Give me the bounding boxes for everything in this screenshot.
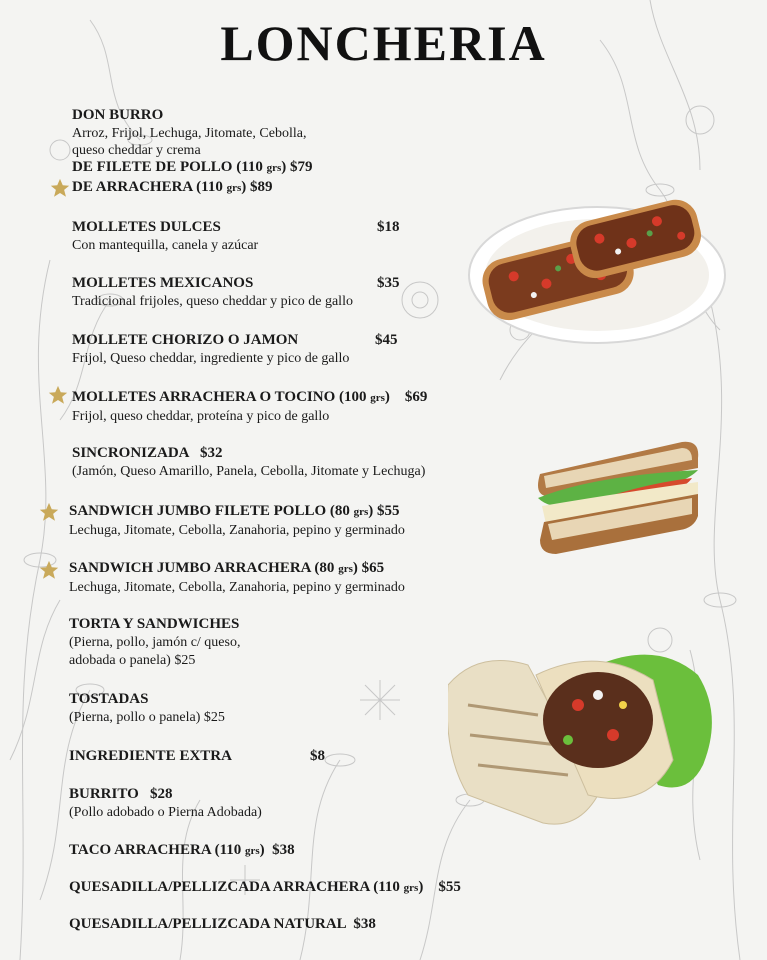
item-name: MOLLETES MEXICANOS (72, 275, 254, 291)
item-description: queso cheddar y crema (72, 143, 201, 158)
star-icon (49, 177, 71, 199)
item-description: (Pierna, pollo o panela) $25 (69, 710, 225, 725)
star-icon (38, 501, 60, 523)
name-text: TACO ARRACHERA (110 (69, 842, 242, 858)
item-description: adobada o panela) $25 (69, 653, 196, 668)
item-option (72, 178, 313, 198)
name-text: SANDWICH JUMBO FILETE POLLO (80 (69, 503, 350, 519)
item-name: MOLLETE CHORIZO O JAMON (72, 332, 299, 348)
item-name: SINCRONIZADA $32 (72, 445, 223, 461)
item-name: DON BURRO (72, 107, 164, 123)
menu-item-molletes-arrachera (72, 388, 427, 426)
name-text: SANDWICH JUMBO ARRACHERA (80 (69, 560, 335, 576)
item-description: Lechuga, Jitomate, Cebolla, Zanahoria, pepino y germinado (69, 523, 405, 538)
price-text: ) $69 (384, 389, 428, 405)
menu-item-molletes-mexicanos (72, 274, 402, 311)
star-icon (38, 559, 60, 581)
item-name (69, 878, 461, 898)
item-name: TOSTADAS (69, 691, 149, 707)
menu-item-taco-arrachera (69, 841, 295, 861)
item-name: BURRITO $28 (69, 786, 173, 802)
menu-item-ingrediente-extra (69, 747, 339, 766)
item-description: (Pierna, pollo, jamón c/ queso, (69, 635, 241, 650)
menu-item-quesadilla-arrachera (69, 878, 461, 898)
item-name: MOLLETES DULCES (72, 219, 221, 235)
item-price: $8 (310, 748, 325, 764)
item-description: (Jamón, Queso Amarillo, Panela, Cebolla, Jitomate y Lechuga) (72, 464, 426, 479)
option-name: DE FILETE DE POLLO (110 (72, 159, 263, 175)
star-icon (47, 384, 69, 406)
item-description: Tradicional frijoles, queso cheddar y pico de gallo (72, 294, 353, 309)
item-name: TORTA Y SANDWICHES (69, 616, 240, 632)
item-price: $18 (377, 219, 400, 235)
item-description: Lechuga, Jitomate, Cebolla, Zanahoria, pepino y germinado (69, 580, 405, 595)
option-unit: grs (226, 182, 242, 194)
name-text: QUESADILLA/PELLIZCADA ARRACHERA (110 (69, 879, 400, 895)
option-name: DE ARRACHERA (110 (72, 179, 223, 195)
item-name: QUESADILLA/PELLIZCADA NATURAL $38 (69, 916, 376, 932)
menu-item-sincronizada (72, 444, 425, 481)
page-title: LONCHERIA (220, 15, 547, 71)
menu-item-quesadilla-natural (69, 915, 376, 934)
price-text: ) $65 (352, 560, 385, 576)
unit-text: grs (338, 563, 353, 575)
item-description: Con mantequilla, canela y azúcar (72, 238, 259, 253)
item-name (69, 559, 405, 579)
menu-item-don-burro (72, 106, 313, 198)
unit-text: grs (403, 882, 419, 894)
item-description: Frijol, queso cheddar, proteína y pico de gallo (72, 409, 330, 424)
menu-item-molletes-dulces (72, 218, 402, 255)
item-price: $45 (375, 332, 398, 348)
price-text: ) $55 (368, 503, 400, 519)
menu-item-mollete-chorizo (72, 331, 402, 368)
item-description: Arroz, Frijol, Lechuga, Jitomate, Cebolla, (72, 126, 307, 141)
name-text: MOLLETES ARRACHERA O TOCINO (100 (72, 389, 367, 405)
menu-item-sandwich-arrachera (69, 559, 405, 597)
option-unit: grs (266, 162, 282, 174)
unit-text: grs (370, 392, 385, 404)
item-description: (Pollo adobado o Pierna Adobada) (69, 805, 262, 820)
unit-text: grs (353, 506, 369, 518)
item-description: Frijol, Queso cheddar, ingrediente y pico de gallo (72, 351, 350, 366)
menu-item-torta (69, 615, 240, 670)
unit-text: grs (245, 845, 260, 857)
price-text: ) $38 (259, 842, 295, 858)
item-name (69, 502, 405, 522)
sandwich-photo (532, 436, 704, 558)
item-name (72, 388, 427, 408)
item-name: INGREDIENTE EXTRA (69, 748, 232, 764)
price-text: ) $55 (418, 879, 461, 895)
burrito-photo (448, 645, 720, 830)
menu-item-tostadas (69, 690, 225, 727)
item-option (72, 158, 313, 178)
item-name (69, 841, 295, 861)
menu-item-sandwich-pollo (69, 502, 405, 540)
option-price: ) $89 (241, 179, 273, 195)
option-price: ) $79 (281, 159, 313, 175)
menu-item-burrito (69, 785, 262, 822)
item-price: $35 (377, 275, 400, 291)
molletes-photo (466, 190, 728, 350)
